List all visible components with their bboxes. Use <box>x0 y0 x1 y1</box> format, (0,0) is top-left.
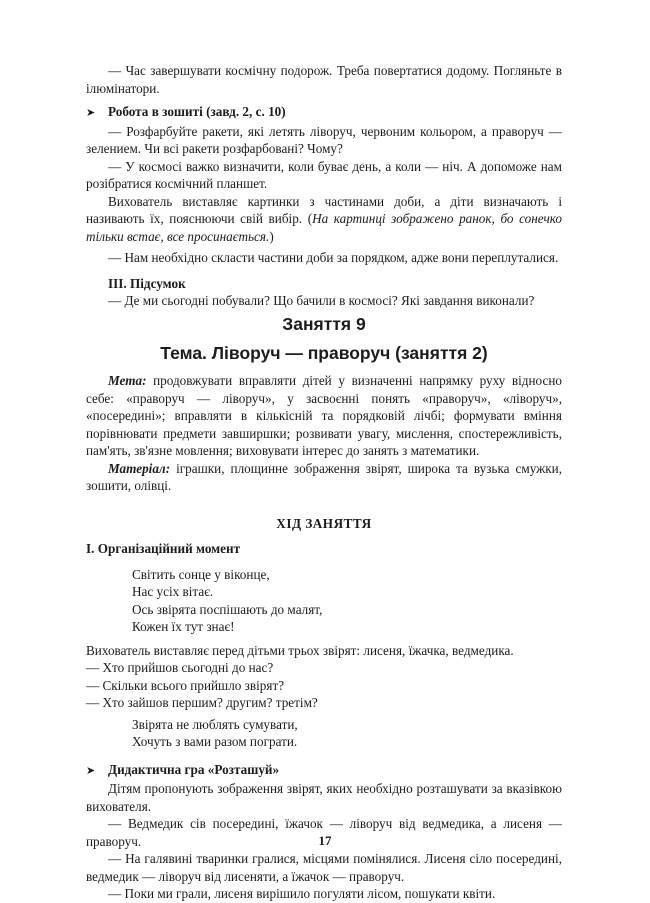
paragraph: — Ведмедик сів посередині, їжачок — ліворуч від ведмедика, а лисеня — праворуч. <box>86 816 562 849</box>
top-section <box>86 62 562 310</box>
section-heading: I. Організаційний момент <box>86 541 241 556</box>
material-label: Матеріал: <box>108 460 171 476</box>
paragraph: — Нам необхідно скласти частини доби за порядком, адже вони переплуталися. <box>108 250 559 265</box>
paragraph: Вихователь виставляє перед дітьми трьох звірят: лисеня, їжачка, ведмедика. <box>86 642 514 658</box>
lesson-number: Заняття 9 <box>282 314 366 334</box>
paragraph: — Розфарбуйте ракети, які летять ліворуч, червоним кольором, а праворуч — зелением. Чи всі ракети розфарбовані? Чому? <box>86 123 562 156</box>
material-text: іграшки, площинне зображення звірят, широка та вузька смужки, зошити, олівці. <box>86 460 562 493</box>
arrow-bullet-icon: ➤ <box>86 107 96 119</box>
poem <box>86 566 562 636</box>
question: — Скільки всього прийшло звірят? <box>86 677 285 693</box>
poem-line: Світить сонце у віконце, <box>132 566 270 582</box>
question: — Хто прийшов сьогодні до нас? <box>86 660 274 675</box>
poem-line: Ось звірята поспішають до малят, <box>132 601 323 617</box>
paragraph <box>86 193 562 246</box>
goal-label: Мета: <box>108 373 147 388</box>
paragraph: — Де ми сьогодні побували? Що бачили в космосі? Які завдання виконали? <box>108 293 535 308</box>
text: ) <box>269 228 274 244</box>
text: Вихователь виставляє картинки з частинами доби, а діти визначають і називають їх, пояснюючи свій вибір. ( <box>86 193 562 226</box>
paragraph: — У космосі важко визначити, коли буває день, а коли — ніч. А допоможе нам розібратися космічний планшет. <box>86 158 562 191</box>
task-heading <box>86 103 562 123</box>
poem-line: Хочуть з вами разом пограти. <box>132 734 298 749</box>
poem-line: Звірята не люблять сумувати, <box>132 716 298 732</box>
lesson-theme: Тема. Ліворуч — праворуч (заняття 2) <box>160 343 488 363</box>
task-heading-text: Робота в зошиті (завд. 2, с. 10) <box>108 104 286 119</box>
italic-text: На картинці зображено ранок, бо сонечко тільки встає, все просинається. <box>86 211 562 244</box>
progress-heading: ХІД ЗАНЯТТЯ <box>276 515 372 531</box>
poem <box>86 716 562 751</box>
page-number: 17 <box>318 833 332 848</box>
game-heading-text: Дидактична гра «Розташуй» <box>108 761 280 777</box>
material-paragraph <box>86 460 562 495</box>
poem-line: Нас усіх вітає. <box>132 584 214 599</box>
question: — Хто зайшов першим? другим? третім? <box>86 695 318 710</box>
paragraph: Дітям пропонують зображення звірят, яких необхідно розташувати за вказівкою вихователя. <box>86 781 562 814</box>
poem-line: Кожен їх тут знає! <box>132 619 235 634</box>
goal-text: продовжувати вправляти дітей у визначенні напрямку руху відносно себе: «праворуч — ліворуч», у засвоєнні понять «праворуч», «ліворуч», «посередині»; вправляти в кількісній та порядковій лічбі; формувати вміння порівнювати предмети завширшки; розвивати увагу, мислення, спостережливість, пам'ять, зв'язне мовлення; виховувати інтерес до занять з математики. <box>86 373 562 458</box>
goal-paragraph <box>86 372 562 460</box>
game-heading <box>86 761 562 781</box>
section-heading: III. Підсумок <box>108 275 186 291</box>
paragraph: — Поки ми грали, лисеня вирішило погуляти лісом, пошукати квіти. <box>108 886 496 901</box>
paragraph: — На галявині тваринки гралися, місцями помінялися. Лисеня сіло посередині, ведмедик — ліворуч від лисеняти, а їжачок — праворуч. <box>86 851 562 884</box>
arrow-bullet-icon: ➤ <box>86 764 96 777</box>
paragraph: — Час завершувати космічну подорож. Треба повертатися додому. Погляньте в ілюмінатори. <box>86 63 562 96</box>
lesson-section <box>86 312 562 903</box>
